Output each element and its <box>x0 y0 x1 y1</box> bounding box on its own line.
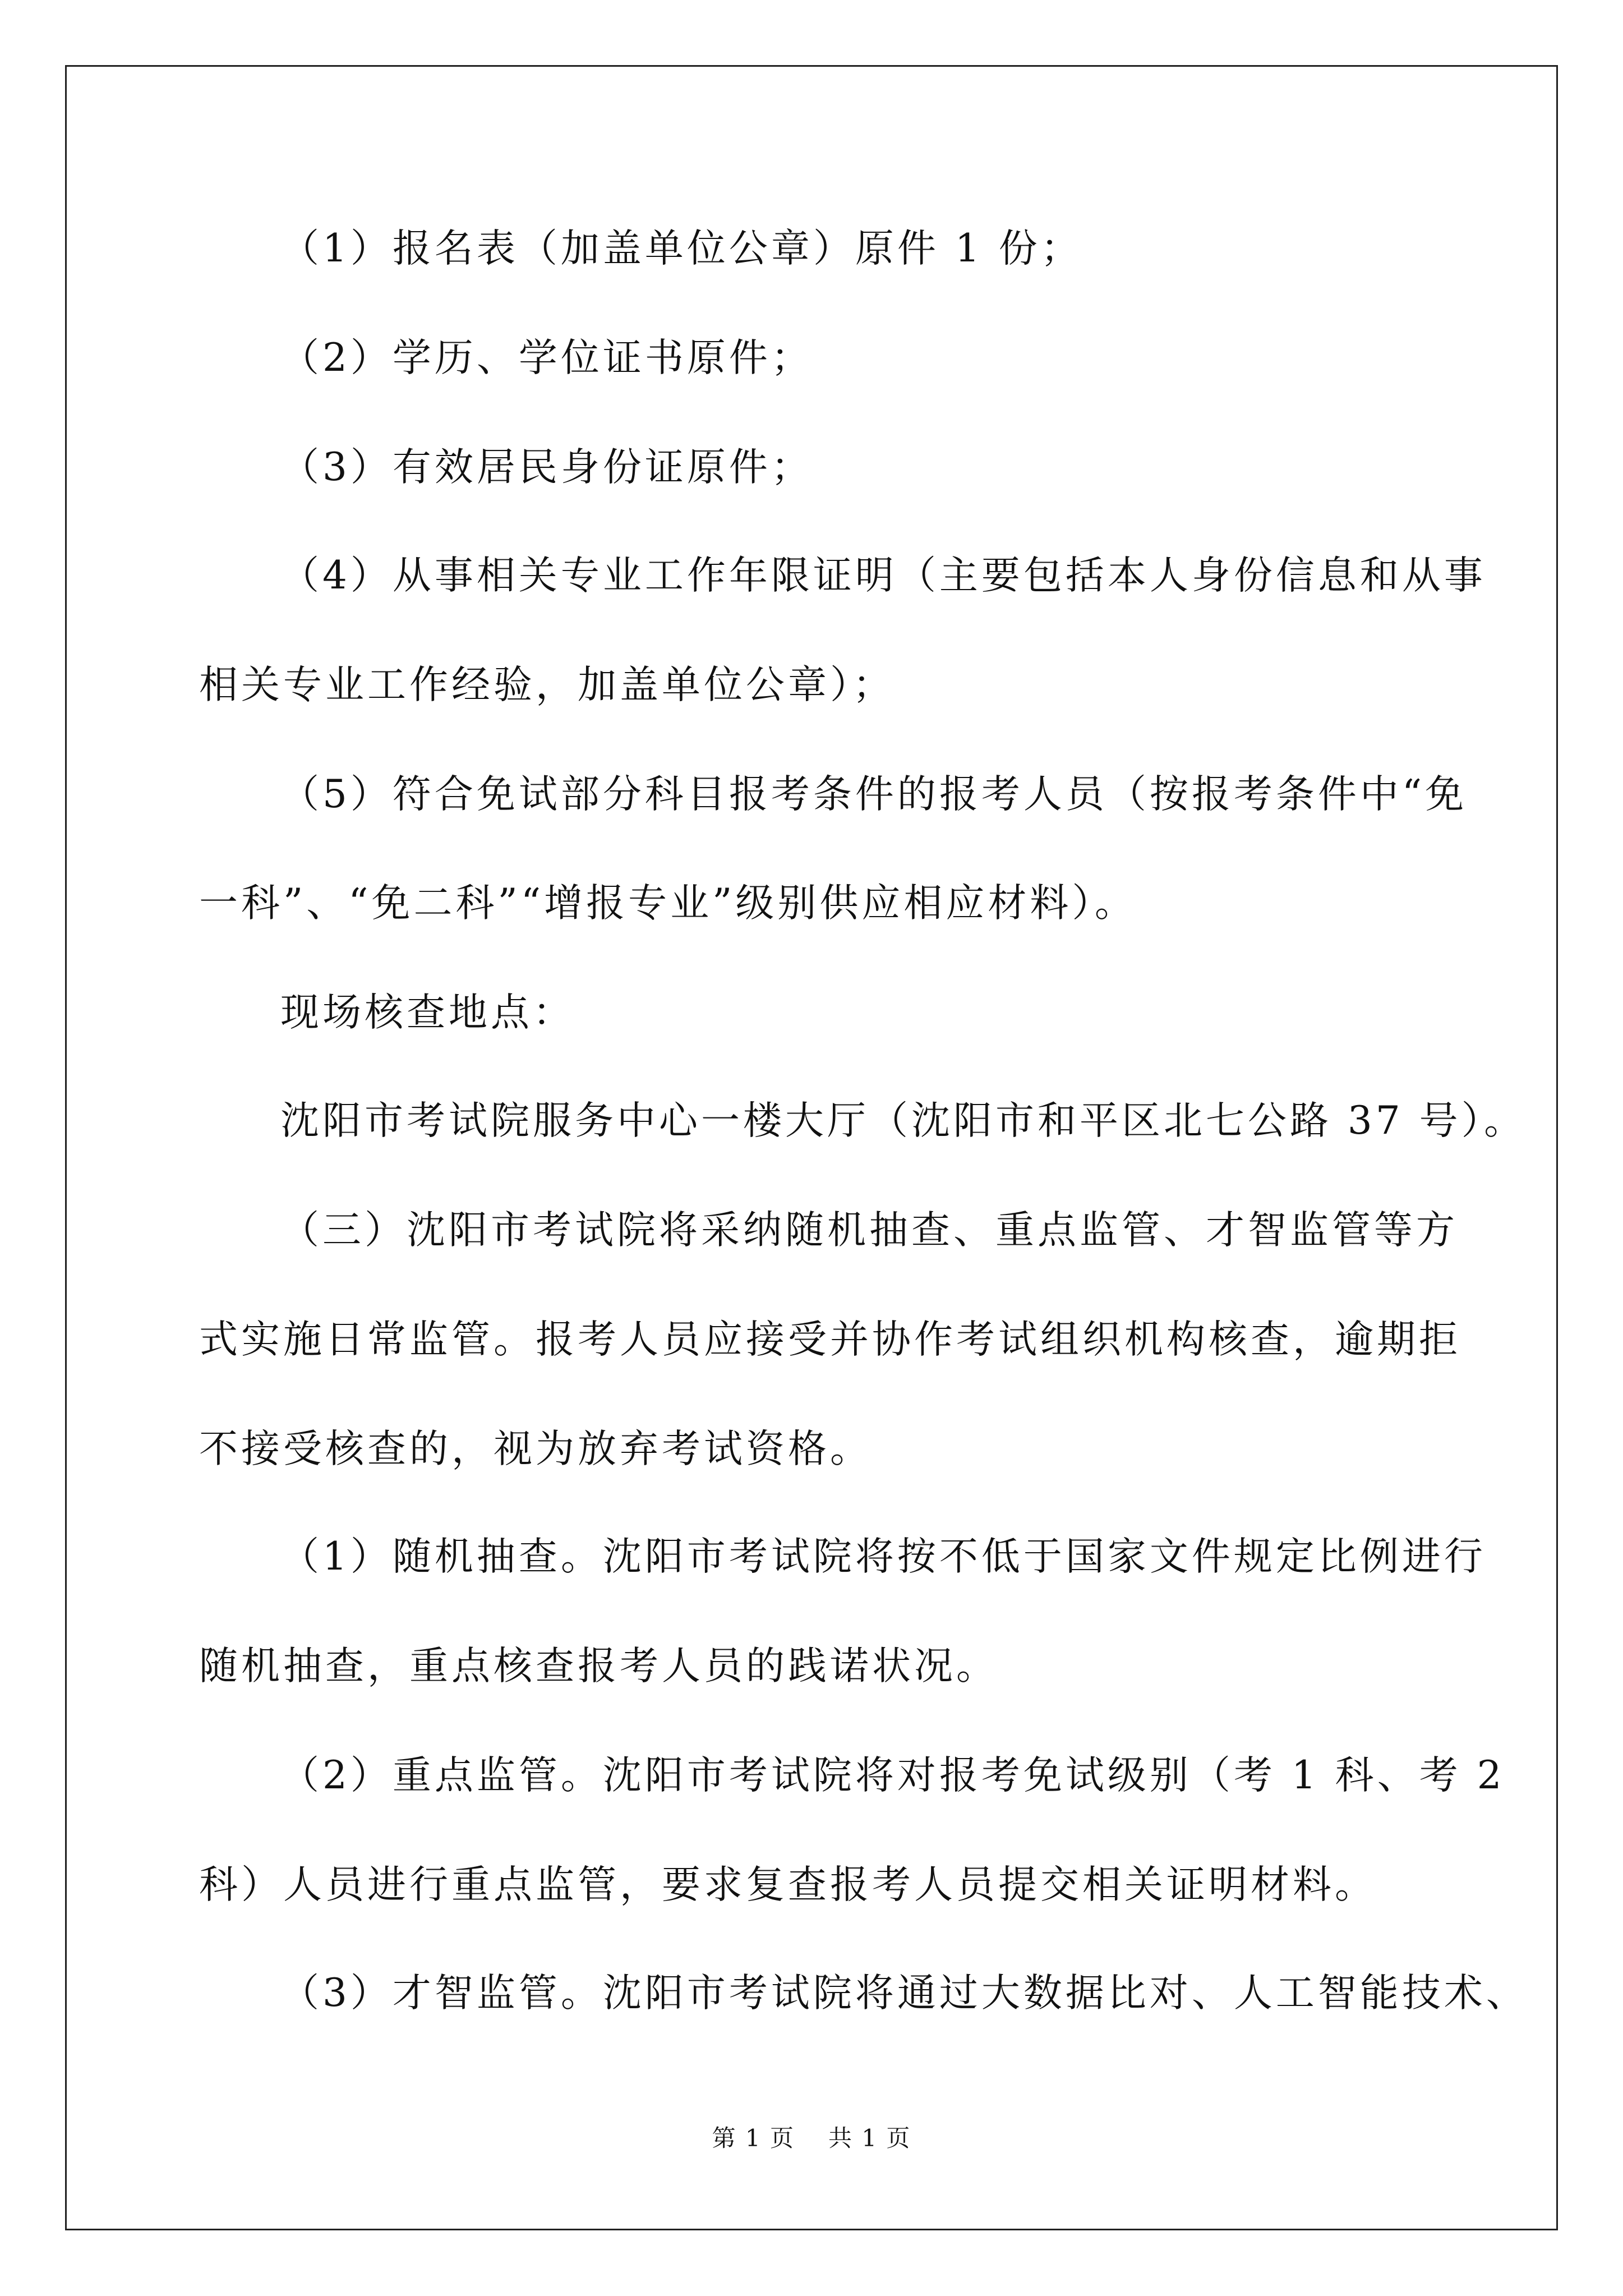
paragraph-line: （3）才智监管。沈阳市考试院将通过大数据比对、人工智能技术、 <box>280 1971 1528 2016</box>
paragraph-line: （3）有效居民身份证原件； <box>280 445 813 490</box>
paragraph-line: 现场核查地点： <box>280 990 575 1035</box>
paragraph-line: 式实施日常监管。报考人员应接受并协作考试组织机构核查，逾期拒 <box>199 1317 1461 1362</box>
paragraph-line: （三）沈阳市考试院将采纳随机抽查、重点监管、才智监管等方 <box>280 1208 1458 1253</box>
paragraph-line: 不接受核查的，视为放弃考试资格。 <box>199 1427 872 1471</box>
paragraph-line: （1）随机抽查。沈阳市考试院将按不低于国家文件规定比例进行 <box>280 1534 1486 1579</box>
paragraph-line: （4）从事相关专业工作年限证明（主要包括本人身份信息和从事 <box>280 553 1486 598</box>
page-total: 共 1 页 <box>828 2124 911 2152</box>
paragraph-line: 科）人员进行重点监管，要求复查报考人员提交相关证明材料。 <box>199 1862 1377 1907</box>
paragraph-line: 沈阳市考试院服务中心一楼大厅（沈阳市和平区北七公路 37 号）。 <box>280 1098 1527 1143</box>
paragraph-line: （2）重点监管。沈阳市考试院将对报考免试级别（考 1 科、考 2 <box>280 1753 1505 1798</box>
paragraph-line: （5）符合免试部分科目报考条件的报考人员（按报考条件中“免 <box>280 772 1468 817</box>
page-number: 第 1 页 <box>712 2124 795 2152</box>
paragraph-line: 相关专业工作经验，加盖单位公章）； <box>199 662 895 707</box>
page-footer <box>0 2122 1623 2155</box>
paragraph-line: 一科”、“免二科”“增报专业”级别供应相应材料）。 <box>199 881 1137 926</box>
paragraph-line: 随机抽查，重点核查报考人员的践诺状况。 <box>199 1644 998 1688</box>
paragraph-line: （1）报名表（加盖单位公章）原件 1 份； <box>280 226 1083 271</box>
paragraph-line: （2）学历、学位证书原件； <box>280 335 813 380</box>
